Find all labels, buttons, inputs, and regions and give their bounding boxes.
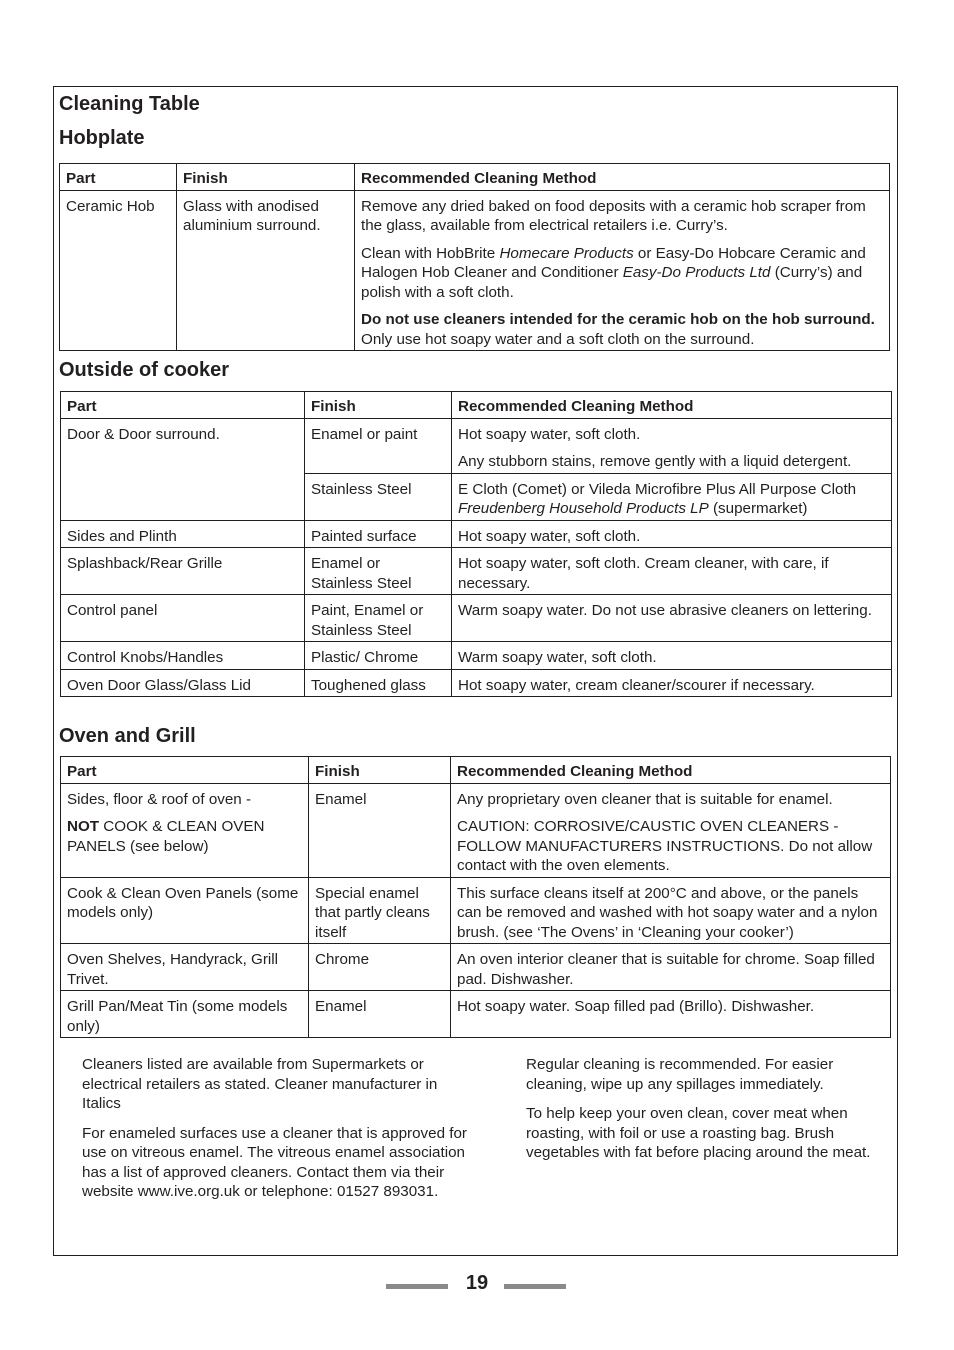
outside-table [60, 391, 892, 697]
method-cell [452, 473, 892, 520]
manufacturer-italic: Easy-Do Products Ltd [622, 264, 771, 281]
part-text: Sides, floor & roof of oven - [67, 790, 252, 808]
text: COOK & CLEAN OVEN PANELS (see below) [67, 818, 265, 855]
footer-bar-left [386, 1284, 448, 1289]
hobplate-heading: Hobplate [59, 127, 145, 149]
finish-cell: Enamel [309, 991, 451, 1038]
hobplate-table [59, 163, 890, 351]
oven-heading: Oven and Grill [59, 725, 196, 747]
oven-table [60, 756, 891, 1038]
finish-cell: Chrome [309, 944, 451, 991]
text: (Curry’s) and polish with a soft cloth. [361, 264, 863, 301]
page-number: 19 [465, 1272, 489, 1294]
finish-cell: Enamel or paint [305, 418, 452, 473]
text: Only use hot soapy water and a soft cloth on the surround. [361, 330, 755, 348]
note-paragraph: Cleaners listed are available from Supermarkets or electrical retailers as stated. Cleaner manufacturer in Italics [82, 1056, 438, 1112]
method-cell: Hot soapy water, soft cloth. [452, 520, 892, 548]
method-paragraph: CAUTION: CORROSIVE/CAUSTIC OVEN CLEANERS - FOLLOW MANUFACTURERS INSTRUCTIONS. Do not allow contact with the oven elements. [457, 818, 873, 874]
method-cell: Warm soapy water. Do not use abrasive cleaners on lettering. [452, 595, 892, 642]
table-header-row [61, 757, 891, 784]
finish-cell: Stainless Steel [305, 473, 452, 520]
method-cell [452, 418, 892, 473]
column-header: Part [60, 164, 177, 191]
not-bold: NOT [67, 818, 100, 835]
table-row [61, 944, 891, 991]
finish-cell: Paint, Enamel or Stainless Steel [305, 595, 452, 642]
part-cell: Splashback/Rear Grille [61, 548, 305, 595]
column-header: Recommended Cleaning Method [451, 757, 891, 784]
column-header: Finish [305, 392, 452, 419]
method-cell: Hot soapy water, cream cleaner/scourer if necessary. [452, 669, 892, 697]
table-row [61, 991, 891, 1038]
method-cell: Hot soapy water. Soap filled pad (Brillo). Dishwasher. [451, 991, 891, 1038]
outside-heading: Outside of cooker [59, 359, 230, 381]
finish-cell: Glass with anodised aluminium surround. [177, 190, 355, 351]
method-cell [451, 783, 891, 877]
method-paragraph [361, 244, 883, 303]
column-header: Recommended Cleaning Method [452, 392, 892, 419]
method-cell: An oven interior cleaner that is suitable for chrome. Soap filled pad. Dishwasher. [451, 944, 891, 991]
part-cell: Door & Door surround. [61, 418, 305, 520]
part-cell: Sides and Plinth [61, 520, 305, 548]
part-cell: Control Knobs/Handles [61, 642, 305, 670]
method-paragraph: Remove any dried baked on food deposits with a ceramic hob scraper from the glass, available from electrical retailers i.e. Curry’s. [361, 197, 866, 234]
table-row [61, 548, 892, 595]
finish-cell: Plastic/ Chrome [305, 642, 452, 670]
column-header: Recommended Cleaning Method [355, 164, 890, 191]
table-row [61, 669, 892, 697]
table-header-row [61, 392, 892, 419]
note-paragraph: To help keep your oven clean, cover meat when roasting, with foil or use a roasting bag. Brush vegetables with fat before placing around the meat. [526, 1105, 871, 1161]
column-header: Part [61, 757, 309, 784]
table-row [61, 642, 892, 670]
text: (supermarket) [708, 500, 808, 517]
text: E Cloth (Comet) or Vileda Microfibre Plus All Purpose Cloth [458, 480, 857, 498]
table-row [61, 418, 892, 473]
manufacturer-italic: Homecare Products [499, 244, 634, 262]
finish-cell: Enamel [309, 783, 451, 877]
finish-cell: Painted surface [305, 520, 452, 548]
method-paragraph: Any proprietary oven cleaner that is suitable for enamel. [457, 790, 833, 808]
page-title: Cleaning Table [59, 93, 200, 115]
part-cell: Oven Door Glass/Glass Lid [61, 669, 305, 697]
note-paragraph: For enameled surfaces use a cleaner that is approved for use on vitreous enamel. The vitreous enamel association has a list of approved cleaners. Contact them via their website www.ive.org.uk or telephone: 01527 893031. [82, 1124, 467, 1200]
method-cell [355, 190, 890, 351]
text: Clean with HobBrite [361, 244, 500, 262]
table-row [61, 877, 891, 944]
part-cell: Control panel [61, 595, 305, 642]
part-cell [61, 783, 309, 877]
manufacturer-italic: Freudenberg Household Products LP [458, 500, 709, 517]
table-row [60, 190, 890, 351]
column-header: Finish [177, 164, 355, 191]
finish-cell: Toughened glass [305, 669, 452, 697]
column-header: Part [61, 392, 305, 419]
part-text [67, 817, 302, 856]
method-paragraph: Any stubborn stains, remove gently with a liquid detergent. [458, 453, 852, 470]
method-paragraph: Hot soapy water, soft cloth. [458, 425, 641, 443]
part-cell: Oven Shelves, Handyrack, Grill Trivet. [61, 944, 309, 991]
part-cell: Cook & Clean Oven Panels (some models only) [61, 877, 309, 944]
warning-bold: Do not use cleaners intended for the ceramic hob on the hob surround. [361, 311, 875, 328]
notes-right [526, 1055, 871, 1173]
table-header-row [60, 164, 890, 191]
method-cell: Warm soapy water, soft cloth. [452, 642, 892, 670]
notes-left [82, 1055, 477, 1212]
finish-cell: Enamel or Stainless Steel [305, 548, 452, 595]
part-cell: Ceramic Hob [60, 190, 177, 351]
method-paragraph [361, 310, 883, 349]
footer-bar-right [504, 1284, 566, 1289]
finish-cell: Special enamel that partly cleans itself [309, 877, 451, 944]
method-cell: This surface cleans itself at 200°C and above, or the panels can be removed and washed with hot soapy water and a nylon brush. (see ‘The Ovens’ in ‘Cleaning your cooker’) [451, 877, 891, 944]
text: or Easy-Do Hobcare Ceramic and Halogen Hob Cleaner and Conditioner [361, 244, 866, 281]
note-paragraph: Regular cleaning is recommended. For easier cleaning, wipe up any spillages immediately. [526, 1056, 834, 1093]
table-row [61, 520, 892, 548]
table-row [61, 783, 891, 877]
table-row [61, 595, 892, 642]
column-header: Finish [309, 757, 451, 784]
method-cell: Hot soapy water, soft cloth. Cream cleaner, with care, if necessary. [452, 548, 892, 595]
part-cell: Grill Pan/Meat Tin (some models only) [61, 991, 309, 1038]
